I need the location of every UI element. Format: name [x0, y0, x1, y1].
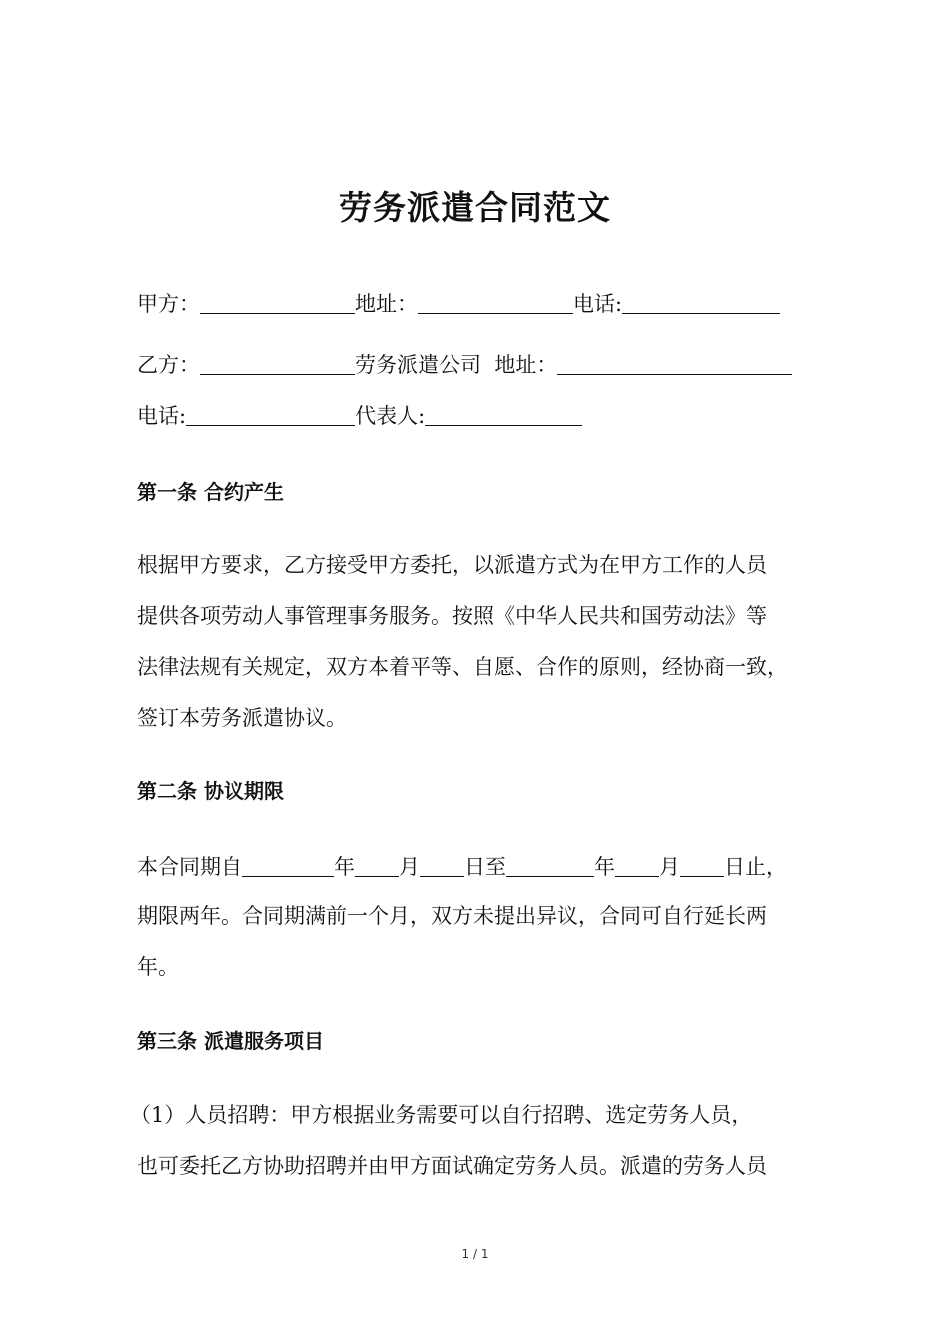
- party-a-name-blank[interactable]: [200, 291, 355, 314]
- article3-heading: 第三条 派遣服务项目: [137, 1029, 324, 1053]
- start-year-blank[interactable]: [242, 854, 334, 877]
- start-month-blank[interactable]: [355, 854, 399, 877]
- party-a-address-label: 地址：: [355, 292, 418, 316]
- date-text: 月: [399, 855, 420, 879]
- date-text: 年: [594, 855, 615, 879]
- page-number: 1 / 1: [461, 1247, 489, 1261]
- date-text: 本合同期自: [137, 855, 242, 879]
- party-b-contact-line: [137, 402, 582, 430]
- date-text: 月: [659, 855, 680, 879]
- page-title: 劳务派遣合同范文: [339, 188, 611, 227]
- party-a-label: 甲方：: [137, 292, 200, 316]
- party-b-rep-label: 代表人:: [355, 404, 426, 428]
- end-year-blank[interactable]: [506, 854, 594, 877]
- party-b-rep-blank[interactable]: [425, 403, 582, 426]
- article1-line: 根据甲方要求，乙方接受甲方委托，以派遣方式为在甲方工作的人员: [137, 553, 767, 577]
- article1-line: 法律法规有关规定，双方本着平等、自愿、合作的原则，经协商一致，: [137, 655, 788, 679]
- article1-line: 提供各项劳动人事管理事务服务。按照《中华人民共和国劳动法》等: [137, 604, 767, 628]
- end-day-blank[interactable]: [680, 854, 724, 877]
- date-text: 日止，: [724, 855, 787, 879]
- party-b-line: [137, 351, 792, 379]
- start-day-blank[interactable]: [420, 854, 464, 877]
- party-b-phone-blank[interactable]: [186, 403, 355, 426]
- date-text: 日至: [464, 855, 506, 879]
- party-a-phone-label: 电话:: [573, 292, 623, 316]
- article3-line: （1）人员招聘：甲方根据业务需要可以自行招聘、选定劳务人员，: [130, 1103, 753, 1127]
- article2-date-line: [137, 853, 787, 881]
- party-b-label: 乙方：: [137, 353, 200, 377]
- party-a-address-blank[interactable]: [418, 291, 573, 314]
- party-b-name-blank[interactable]: [200, 352, 355, 375]
- party-b-address-label: 地址：: [494, 353, 558, 377]
- article2-line: 期限两年。合同期满前一个月，双方未提出异议，合同可自行延长两: [137, 904, 767, 928]
- article2-heading: 第二条 协议期限: [137, 779, 284, 803]
- article3-line: 也可委托乙方协助招聘并由甲方面试确定劳务人员。派遣的劳务人员: [137, 1154, 767, 1178]
- party-b-phone-label: 电话:: [137, 404, 187, 428]
- end-month-blank[interactable]: [615, 854, 659, 877]
- date-text: 年: [334, 855, 355, 879]
- article1-line: 签订本劳务派遣协议。: [137, 706, 347, 730]
- article1-heading: 第一条 合约产生: [137, 480, 284, 504]
- party-b-company-suffix: 劳务派遣公司: [355, 353, 481, 377]
- party-b-address-blank[interactable]: [557, 352, 792, 375]
- party-a-phone-blank[interactable]: [622, 291, 780, 314]
- party-a-line: [137, 290, 780, 318]
- article2-line: 年。: [137, 955, 179, 979]
